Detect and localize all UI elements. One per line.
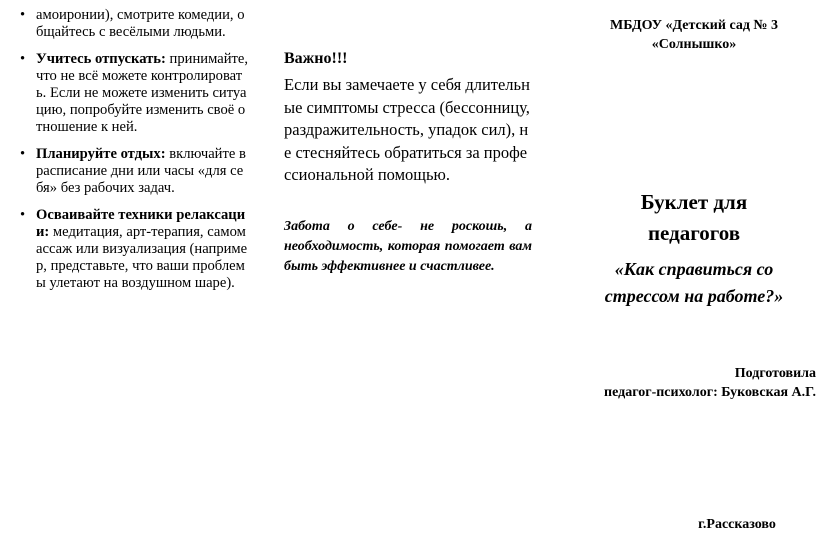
subtitle-line: «Как справиться со: [614, 259, 774, 279]
org-line: МБДОУ «Детский сад № 3: [610, 18, 778, 33]
org-line: «Солнышко»: [651, 37, 737, 52]
author-line: Подготовила: [734, 366, 816, 381]
author-block: [572, 364, 816, 402]
bullet-icon: •: [20, 7, 26, 23]
important-text: Если вы замечаете у себя длительные симптомы стресса (бессонницу, раздражительность, упадок сил), не стесняйтесь обратиться за профессиональной помощью.: [284, 75, 530, 184]
middle-column: [284, 50, 532, 291]
quote-text: Забота о себе- не роскошь, а необходимость, которая помогает вам быть эффективнее и счастливее.: [284, 218, 532, 274]
bullet-icon: •: [20, 146, 26, 162]
title-line: Буклет для: [640, 190, 748, 214]
booklet-subtitle: [572, 256, 816, 310]
tip-text: включайте в расписание дни или часы «для себя» без рабочих задач.: [36, 146, 246, 196]
tips-list: [20, 7, 248, 292]
tip-text: амоиронии), смотрите комедии, общайтесь с весёлыми людьми.: [36, 7, 245, 40]
tip-text: медитация, арт-терапия, самомассаж или визуализация (например, представьте, что ваши проблемы улетают на воздушном шаре).: [36, 224, 248, 291]
important-heading: Важно!!!: [284, 50, 348, 67]
city-name: г.Рассказово: [698, 517, 776, 532]
booklet-title: [572, 187, 816, 249]
list-item: [20, 51, 248, 136]
bullet-icon: •: [20, 207, 26, 223]
list-item: [20, 7, 248, 41]
author-line: педагог-психолог: Буковская А.Г.: [604, 385, 816, 400]
title-line: педагогов: [647, 221, 741, 245]
organization-name: [572, 16, 816, 54]
tip-heading: Учитесь отпускать:: [36, 51, 166, 67]
tip-text: принимайте, что не всё можете контролировать. Если не можете изменить ситуацию, попробуйте изменить своё отношение к ней.: [36, 51, 249, 135]
list-item: [20, 146, 248, 197]
left-column: [20, 7, 248, 302]
tip-heading: Планируйте отдых:: [36, 146, 166, 162]
subtitle-line: стрессом на работе?»: [604, 286, 784, 306]
bullet-icon: •: [20, 51, 26, 67]
list-item: [20, 207, 248, 292]
tip-heading: Осваивайте техники релаксации:: [36, 207, 246, 240]
